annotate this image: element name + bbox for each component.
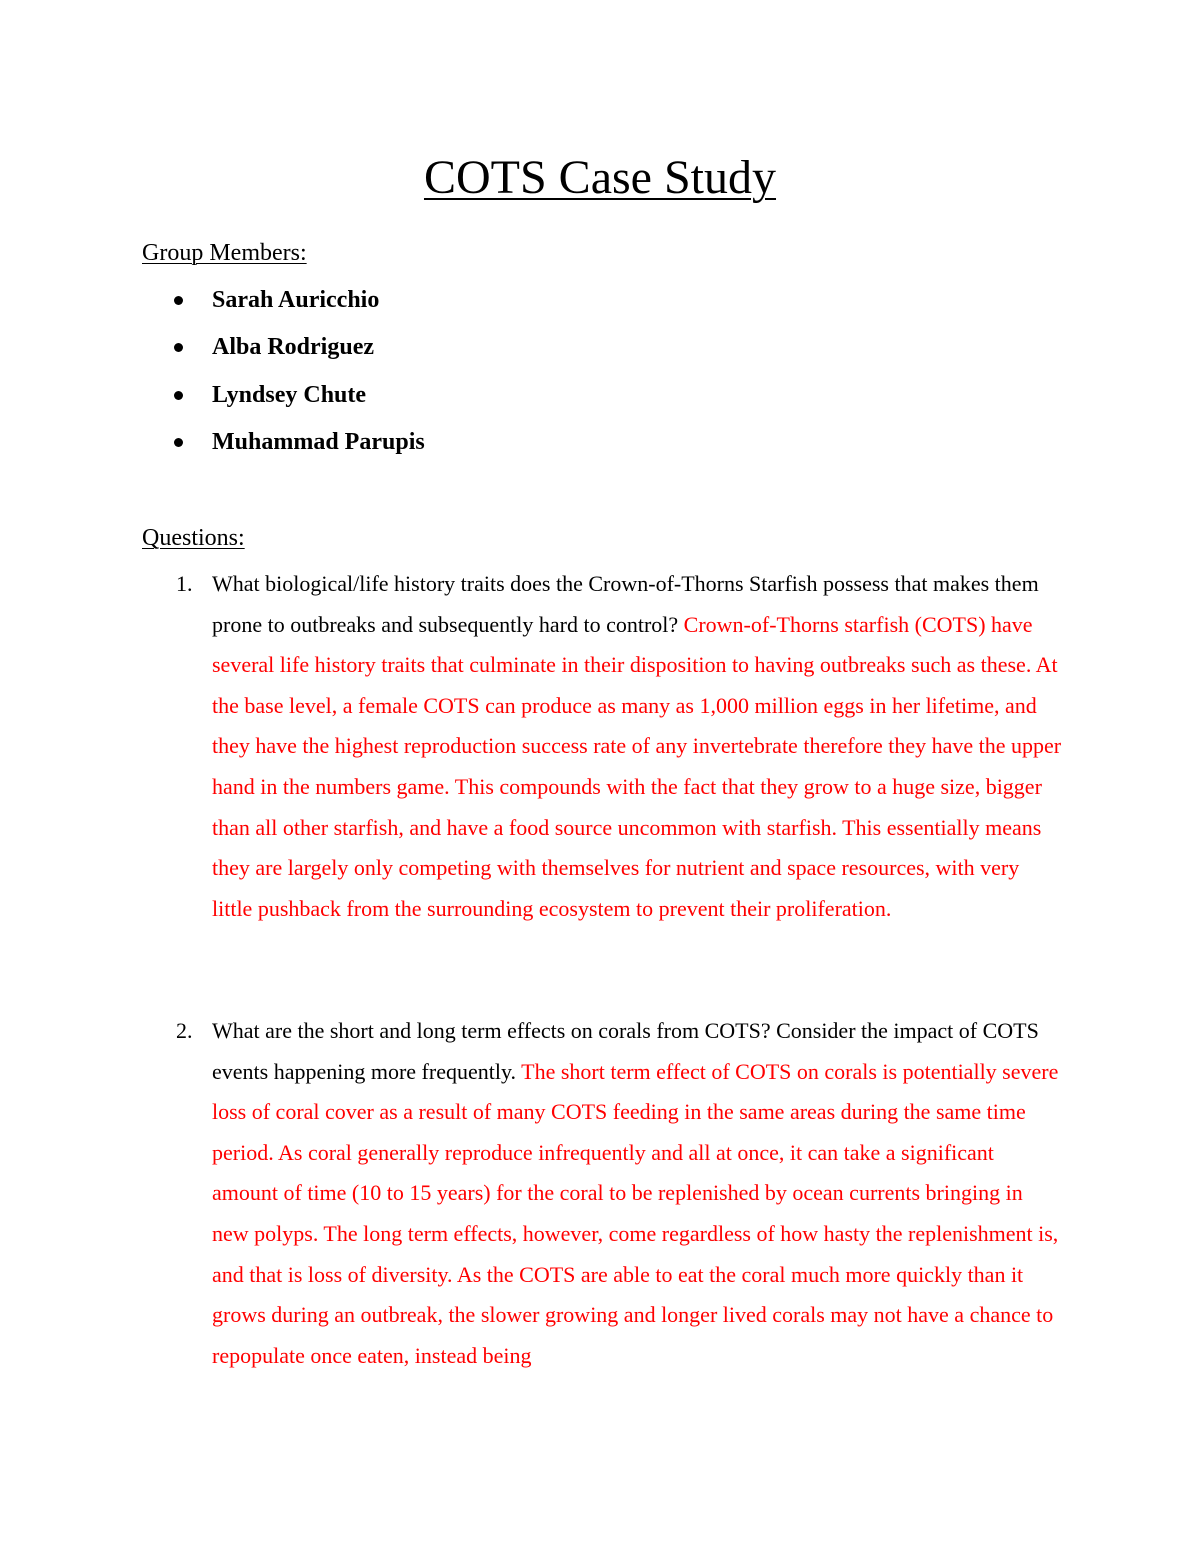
member-name: Muhammad Parupis — [212, 428, 425, 455]
list-item — [0, 378, 1200, 425]
list-item — [0, 283, 1200, 330]
group-members-label: Group Members: — [142, 240, 307, 266]
answer-text: The short term effect of COTS on corals is potentially severe loss of coral cover as a result of many COTS feeding in the same areas during the same time period. As coral generally reproduce infrequently and all at once, it can take a significant amount of time (10 to 15 years) for the coral to be replenished by ocean currents bringing in new polyps. The long term effects, however, come regardless of how hasty the replenishment is, and that is loss of diversity. As the COTS are able to eat the coral much more quickly than it grows during an outbreak, the slower growing and longer lived corals may not have a chance to repopulate once eaten, instead being — [212, 1058, 1059, 1368]
document-title: COTS Case Study — [423, 151, 777, 204]
bullet-icon — [174, 438, 183, 447]
list-item — [0, 330, 1200, 377]
bullet-icon — [174, 296, 183, 305]
question-number: 1. — [176, 571, 193, 596]
bullet-icon — [174, 391, 183, 400]
question-paragraph — [212, 1011, 1064, 1376]
member-name: Alba Rodriguez — [212, 334, 374, 361]
group-members-list — [0, 283, 1200, 472]
member-name: Lyndsey Chute — [212, 381, 367, 408]
bullet-icon — [174, 343, 183, 352]
answer-text: Crown-of-Thorns starfish (COTS) have several life history traits that culminate in their disposition to having outbreaks such as these. At the base level, a female COTS can produce as many as 1,000 million eggs in her lifetime, and they have the highest reproduction success rate of any invertebrate therefore they have the upper hand in the numbers game. This compounds with the fact that they grow to a huge size, bigger than all other starfish, and have a food source uncommon with starfish. This essentially means they are largely only competing with themselves for nutrient and space resources, with very little pushback from the surrounding ecosystem to prevent their proliferation. — [212, 611, 1062, 921]
list-item — [0, 425, 1200, 472]
question-text: What are the short and long term effects on corals from COTS? Consider the impact of COTS events happening more frequently. — [212, 1018, 1039, 1084]
questions-label: Questions: — [142, 525, 245, 551]
question-number: 2. — [176, 1018, 193, 1043]
question-paragraph — [212, 564, 1064, 929]
question-text: What biological/life history traits does the Crown-of-Thorns Starfish possess that makes them prone to outbreaks and subsequently hard to control? — [212, 571, 1039, 637]
member-name: Sarah Auricchio — [212, 287, 380, 313]
